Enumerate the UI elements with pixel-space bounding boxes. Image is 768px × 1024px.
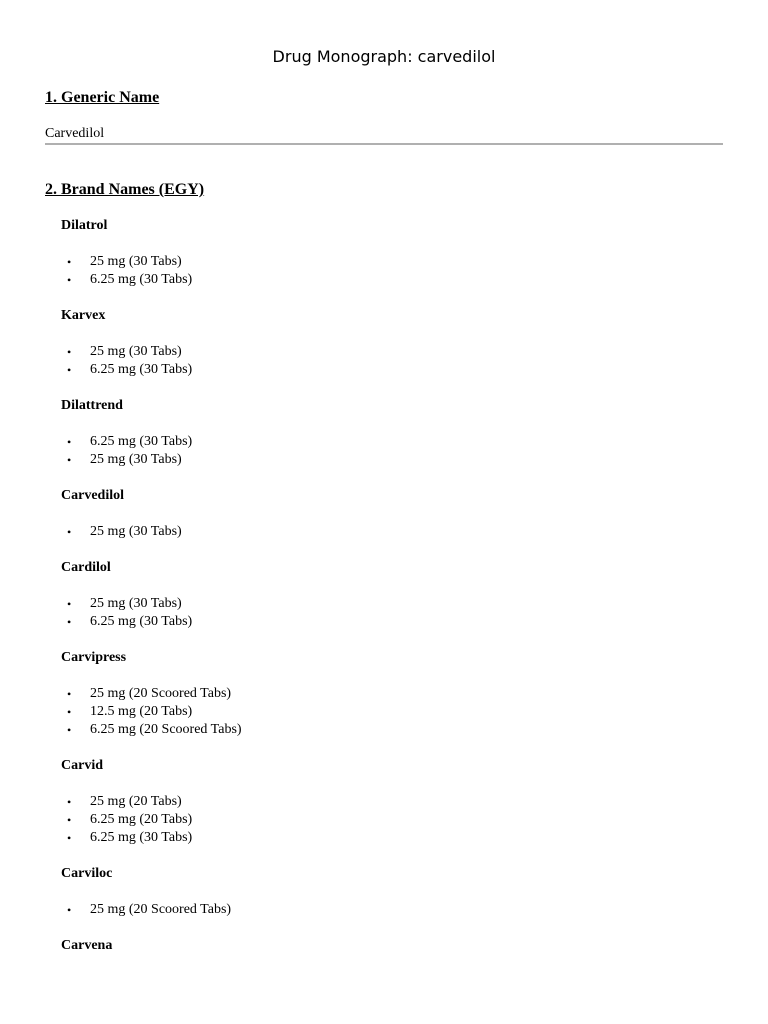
brand-forms-list: [61, 793, 721, 847]
brand-entry: [61, 307, 721, 379]
brand-forms-list: [61, 595, 721, 631]
bullet-icon: •: [67, 435, 72, 449]
bullet-icon: •: [67, 453, 72, 467]
brand-form-text: 6.25 mg (30 Tabs): [90, 830, 193, 845]
bullet-icon: •: [67, 363, 72, 377]
brand-form-item: [61, 595, 721, 613]
generic-name-value: Carvedilol: [45, 126, 723, 145]
brand-entry: [61, 487, 721, 541]
brand-names-heading: 2. Brand Names (EGY): [45, 181, 205, 198]
brand-entry: [61, 559, 721, 631]
brand-form-item: [61, 901, 721, 919]
brand-form-text: 25 mg (30 Tabs): [90, 344, 182, 359]
brand-form-text: 6.25 mg (30 Tabs): [90, 434, 193, 449]
brand-form-item: [61, 253, 721, 271]
brand-forms-list: [61, 253, 721, 289]
brand-form-text: 6.25 mg (20 Tabs): [90, 812, 193, 827]
brand-form-text: 12.5 mg (20 Tabs): [90, 704, 193, 719]
brand-entry: [61, 217, 721, 289]
brand-forms-list: [61, 901, 721, 919]
brand-name: Carviloc: [61, 866, 113, 881]
bullet-icon: •: [67, 831, 72, 845]
brand-name: Carvena: [61, 938, 113, 953]
brand-form-text: 25 mg (30 Tabs): [90, 254, 182, 269]
generic-name-heading: 1. Generic Name: [45, 89, 160, 106]
brand-entry: [61, 649, 721, 739]
brand-entry: [61, 865, 721, 919]
brand-forms-list: [61, 343, 721, 379]
brand-form-item: [61, 523, 721, 541]
bullet-icon: •: [67, 597, 72, 611]
document-title: Drug Monograph: carvedilol: [272, 47, 496, 66]
brand-form-item: [61, 703, 721, 721]
bullet-icon: •: [67, 813, 72, 827]
brand-form-item: [61, 811, 721, 829]
brand-form-text: 25 mg (30 Tabs): [90, 452, 182, 467]
brand-form-text: 25 mg (30 Tabs): [90, 596, 182, 611]
bullet-icon: •: [67, 903, 72, 917]
brand-form-text: 25 mg (20 Scoored Tabs): [90, 686, 232, 701]
brand-name: Carvedilol: [61, 488, 124, 503]
brand-name: Dilattrend: [61, 398, 123, 413]
brand-name: Cardilol: [61, 560, 111, 575]
brand-form-text: 25 mg (20 Scoored Tabs): [90, 902, 232, 917]
brand-form-item: [61, 613, 721, 631]
brand-form-item: [61, 829, 721, 847]
brand-form-item: [61, 271, 721, 289]
brand-form-item: [61, 343, 721, 361]
brand-forms-list: [61, 433, 721, 469]
bullet-icon: •: [67, 273, 72, 287]
bullet-icon: •: [67, 705, 72, 719]
brand-name: Carvipress: [61, 650, 127, 665]
brand-entry: [61, 937, 721, 955]
brand-name: Dilatrol: [61, 218, 108, 233]
brand-form-text: 6.25 mg (30 Tabs): [90, 272, 193, 287]
brand-form-item: [61, 721, 721, 739]
brand-form-text: 25 mg (30 Tabs): [90, 524, 182, 539]
bullet-icon: •: [67, 615, 72, 629]
brand-form-text: 6.25 mg (30 Tabs): [90, 362, 193, 377]
brand-form-text: 6.25 mg (20 Scoored Tabs): [90, 722, 242, 737]
brand-form-item: [61, 685, 721, 703]
brand-entry: [61, 397, 721, 469]
brand-form-text: 25 mg (20 Tabs): [90, 794, 182, 809]
brand-forms-list: [61, 523, 721, 541]
bullet-icon: •: [67, 345, 72, 359]
brand-form-item: [61, 793, 721, 811]
brand-form-item: [61, 451, 721, 469]
brand-form-item: [61, 361, 721, 379]
brand-name: Carvid: [61, 758, 103, 773]
bullet-icon: •: [67, 687, 72, 701]
brand-form-text: 6.25 mg (30 Tabs): [90, 614, 193, 629]
brand-names-list: [61, 217, 721, 973]
brand-form-item: [61, 433, 721, 451]
bullet-icon: •: [67, 795, 72, 809]
brand-entry: [61, 757, 721, 847]
bullet-icon: •: [67, 525, 72, 539]
brand-forms-list: [61, 685, 721, 739]
bullet-icon: •: [67, 255, 72, 269]
bullet-icon: •: [67, 723, 72, 737]
brand-name: Karvex: [61, 308, 106, 323]
